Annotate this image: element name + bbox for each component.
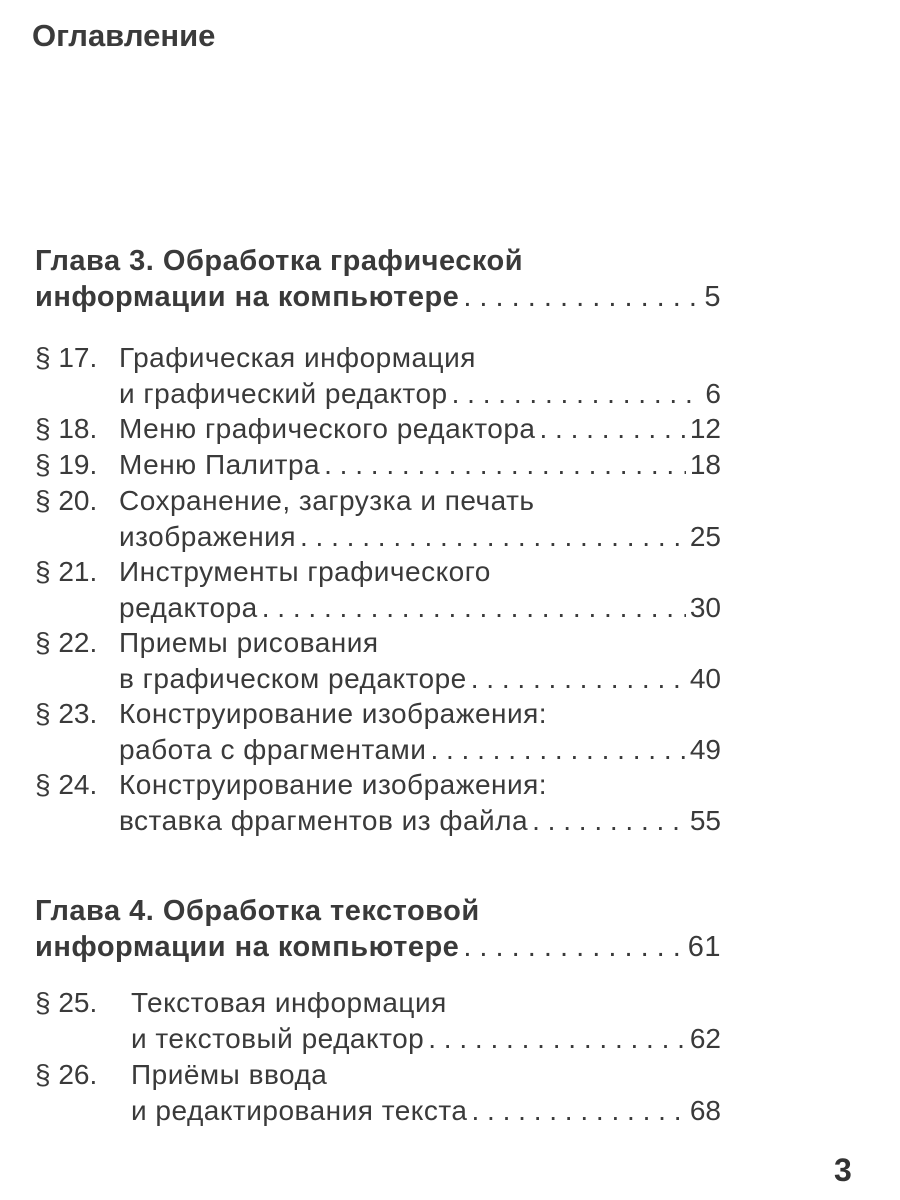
toc-entry-21[interactable] <box>35 554 721 625</box>
toc-entry-25[interactable] <box>35 985 721 1056</box>
toc-entry-24[interactable] <box>35 767 721 838</box>
section-page: 25 <box>689 520 721 552</box>
toc-entry-19[interactable] <box>35 447 721 483</box>
page-title: Оглавление <box>32 18 216 53</box>
chapter-4-page: 61 <box>687 931 721 963</box>
section-number: § 24. <box>35 769 98 800</box>
chapter-3-page: 5 <box>704 281 721 313</box>
section-page: 30 <box>689 591 721 623</box>
page-number: 3 <box>834 1152 852 1188</box>
leader-dots <box>471 661 686 697</box>
section-number: § 17. <box>35 342 98 373</box>
section-page: 62 <box>689 1022 721 1054</box>
section-title-line1: Графическая информация <box>119 342 476 373</box>
leader-dots <box>532 803 686 839</box>
leader-dots <box>471 1093 685 1129</box>
section-title-line2: редактора <box>119 591 258 623</box>
section-number: § 23. <box>35 698 98 729</box>
toc-entry-18[interactable] <box>35 411 721 447</box>
section-title-line1: Меню графического редактора <box>119 413 536 444</box>
leader-dots <box>300 519 686 555</box>
leader-dots <box>463 279 700 315</box>
section-page: 68 <box>689 1094 721 1126</box>
section-page: 12 <box>689 413 721 444</box>
section-page: 6 <box>705 377 721 409</box>
section-title-line1: Конструирование изображения: <box>119 698 548 729</box>
section-page: 49 <box>689 733 721 765</box>
toc-entry-17[interactable] <box>35 340 721 411</box>
chapter-3-heading[interactable] <box>35 243 721 315</box>
section-title-line1: Сохранение, загрузка и печать <box>119 485 535 516</box>
section-title-line2: вставка фрагментов из файла <box>119 804 529 836</box>
leader-dots <box>324 447 686 483</box>
toc-entry-23[interactable] <box>35 696 721 767</box>
section-number: § 26. <box>35 1059 98 1090</box>
leader-dots <box>430 732 685 768</box>
section-page: 55 <box>689 804 721 836</box>
section-title-line2: и редактирования текста <box>131 1094 468 1126</box>
section-title-line1: Конструирование изображения: <box>119 769 548 800</box>
chapter-4-title-line1: Глава 4. Обработка текстовой <box>35 895 480 927</box>
section-number: § 19. <box>35 449 98 480</box>
section-title-line2: работа с фрагментами <box>119 733 427 765</box>
section-number: § 21. <box>35 556 98 587</box>
section-page: 18 <box>689 449 721 480</box>
section-title-line1: Приёмы ввода <box>131 1059 328 1090</box>
chapter-3-title-line2: информации на компьютере <box>35 281 460 313</box>
section-title-line2: и графический редактор <box>119 377 448 409</box>
section-title-line1: Меню Палитра <box>119 449 321 480</box>
leader-dots <box>428 1021 686 1057</box>
chapter-3-title-line1: Глава 3. Обработка графической <box>35 245 524 277</box>
section-number: § 18. <box>35 413 98 444</box>
section-number: § 22. <box>35 627 98 658</box>
toc-entry-20[interactable] <box>35 483 721 554</box>
toc-entry-26[interactable] <box>35 1057 721 1128</box>
leader-dots <box>463 929 683 965</box>
chapter-4-heading[interactable] <box>35 893 721 965</box>
leader-dots <box>539 411 685 447</box>
section-title-line1: Инструменты графического <box>119 556 491 587</box>
section-title-line1: Текстовая информация <box>131 987 447 1018</box>
section-title-line2: в графическом редакторе <box>119 662 467 694</box>
section-title-line2: изображения <box>119 520 296 552</box>
leader-dots <box>262 590 686 626</box>
leader-dots <box>452 376 702 412</box>
section-page: 40 <box>689 662 721 694</box>
section-title-line1: Приемы рисования <box>119 627 379 658</box>
chapter-4-title-line2: информации на компьютере <box>35 931 460 963</box>
toc-entry-22[interactable] <box>35 625 721 696</box>
section-number: § 25. <box>35 987 98 1018</box>
section-number: § 20. <box>35 485 98 516</box>
section-title-line2: и текстовый редактор <box>131 1022 425 1054</box>
